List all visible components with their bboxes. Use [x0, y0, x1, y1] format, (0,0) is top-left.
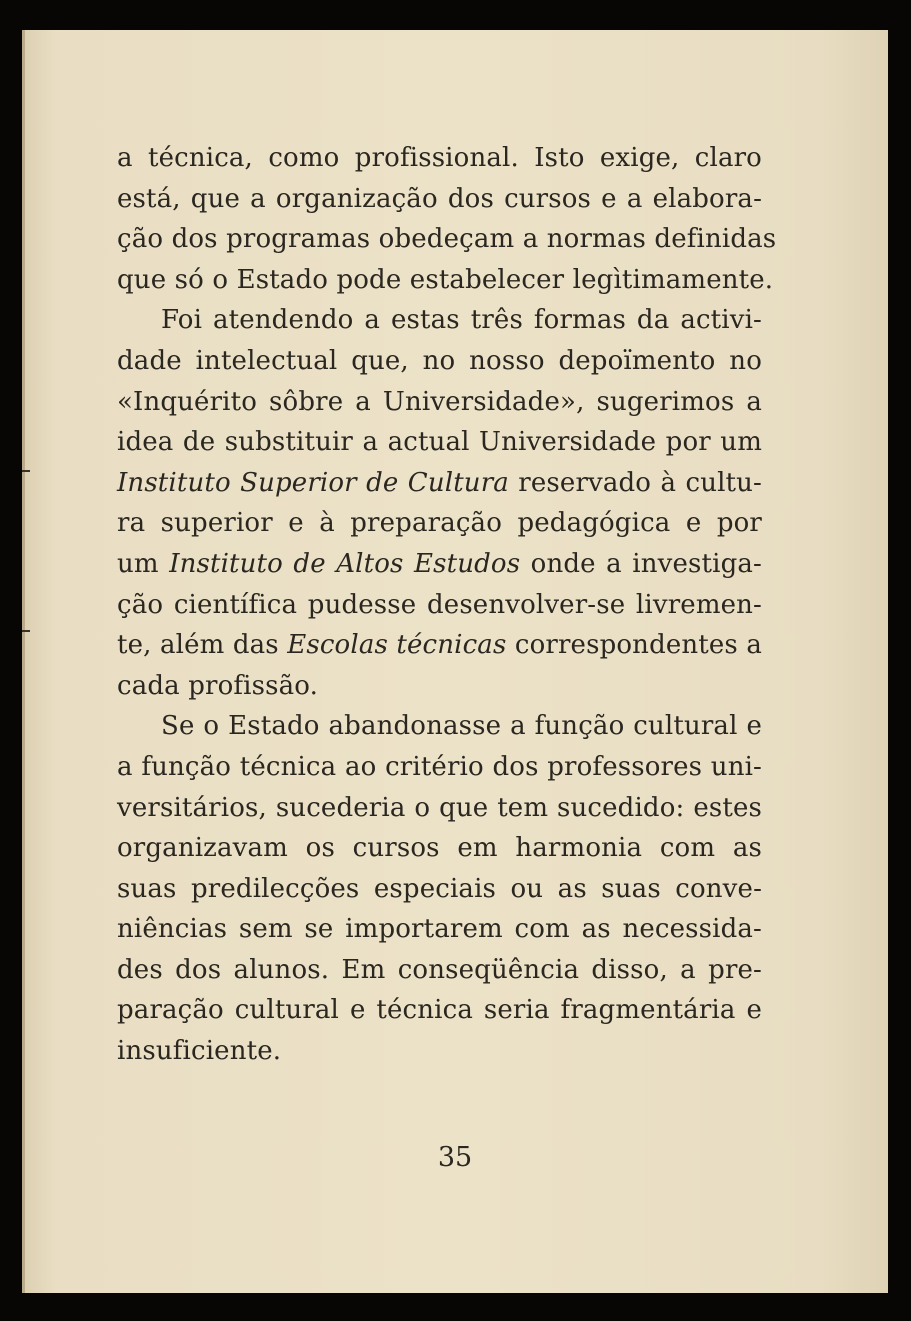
text-line: des dos alunos. Em conseqüência disso, a pre- [117, 954, 762, 985]
edge-mark [22, 630, 30, 632]
text-line: cada profissão. [117, 670, 319, 701]
paper-page [22, 30, 888, 1293]
text-line: ra superior e à preparação pedagógica e por [117, 508, 762, 539]
text-line: insuficiente. [117, 1036, 282, 1067]
text-line: niências sem se importarem com as necessida- [117, 914, 762, 945]
italic-title: Instituto Superior de Cultura [117, 467, 509, 498]
text-fragment: te, além das [117, 630, 288, 661]
text-line: dade intelectual que, no nosso depoïmento no [117, 345, 762, 376]
text-fragment: reservado à cultu- [508, 467, 762, 498]
text-fragment: correspondentes a [506, 630, 762, 661]
text-line [117, 625, 762, 666]
body-text [117, 138, 777, 1072]
text-line: ção científica pudesse desenvolver-se livremen- [117, 589, 762, 620]
text-line [117, 463, 762, 504]
italic-title: Escolas técnicas [287, 630, 507, 661]
italic-title: Instituto de Altos Estudos [169, 548, 521, 579]
text-line: paração cultural e técnica seria fragmentária e [117, 995, 762, 1026]
text-line: Foi atendendo a estas três formas da activi- [161, 305, 762, 336]
text-line: Se o Estado abandonasse a função cultural e [161, 711, 762, 742]
text-fragment: um [117, 548, 170, 579]
text-line: «Inquérito sôbre a Universidade», sugerimos a [117, 386, 762, 417]
text-line: ção dos programas obedeçam a normas definidas [117, 224, 777, 255]
text-line: organizavam os cursos em harmonia com as [117, 833, 762, 864]
text-line: a técnica, como profissional. Isto exige, claro [117, 143, 762, 173]
binding-edge [22, 30, 25, 1293]
text-line: idea de substituir a actual Universidade por um [117, 427, 762, 458]
text-fragment: onde a investiga- [520, 548, 762, 579]
text-line: a função técnica ao critério dos professores uni- [117, 751, 762, 782]
text-line: está, que a organização dos cursos e a elabora- [117, 183, 762, 214]
text-line: que só o Estado pode estabelecer legìtimamente. [117, 264, 774, 295]
text-line: versitários, sucederia o que tem sucedido: estes [117, 792, 762, 823]
text-line: suas predilecções especiais ou as suas conve- [117, 873, 762, 904]
text-line [117, 544, 762, 585]
page-number: 35 [437, 1142, 473, 1173]
edge-mark [22, 470, 30, 472]
